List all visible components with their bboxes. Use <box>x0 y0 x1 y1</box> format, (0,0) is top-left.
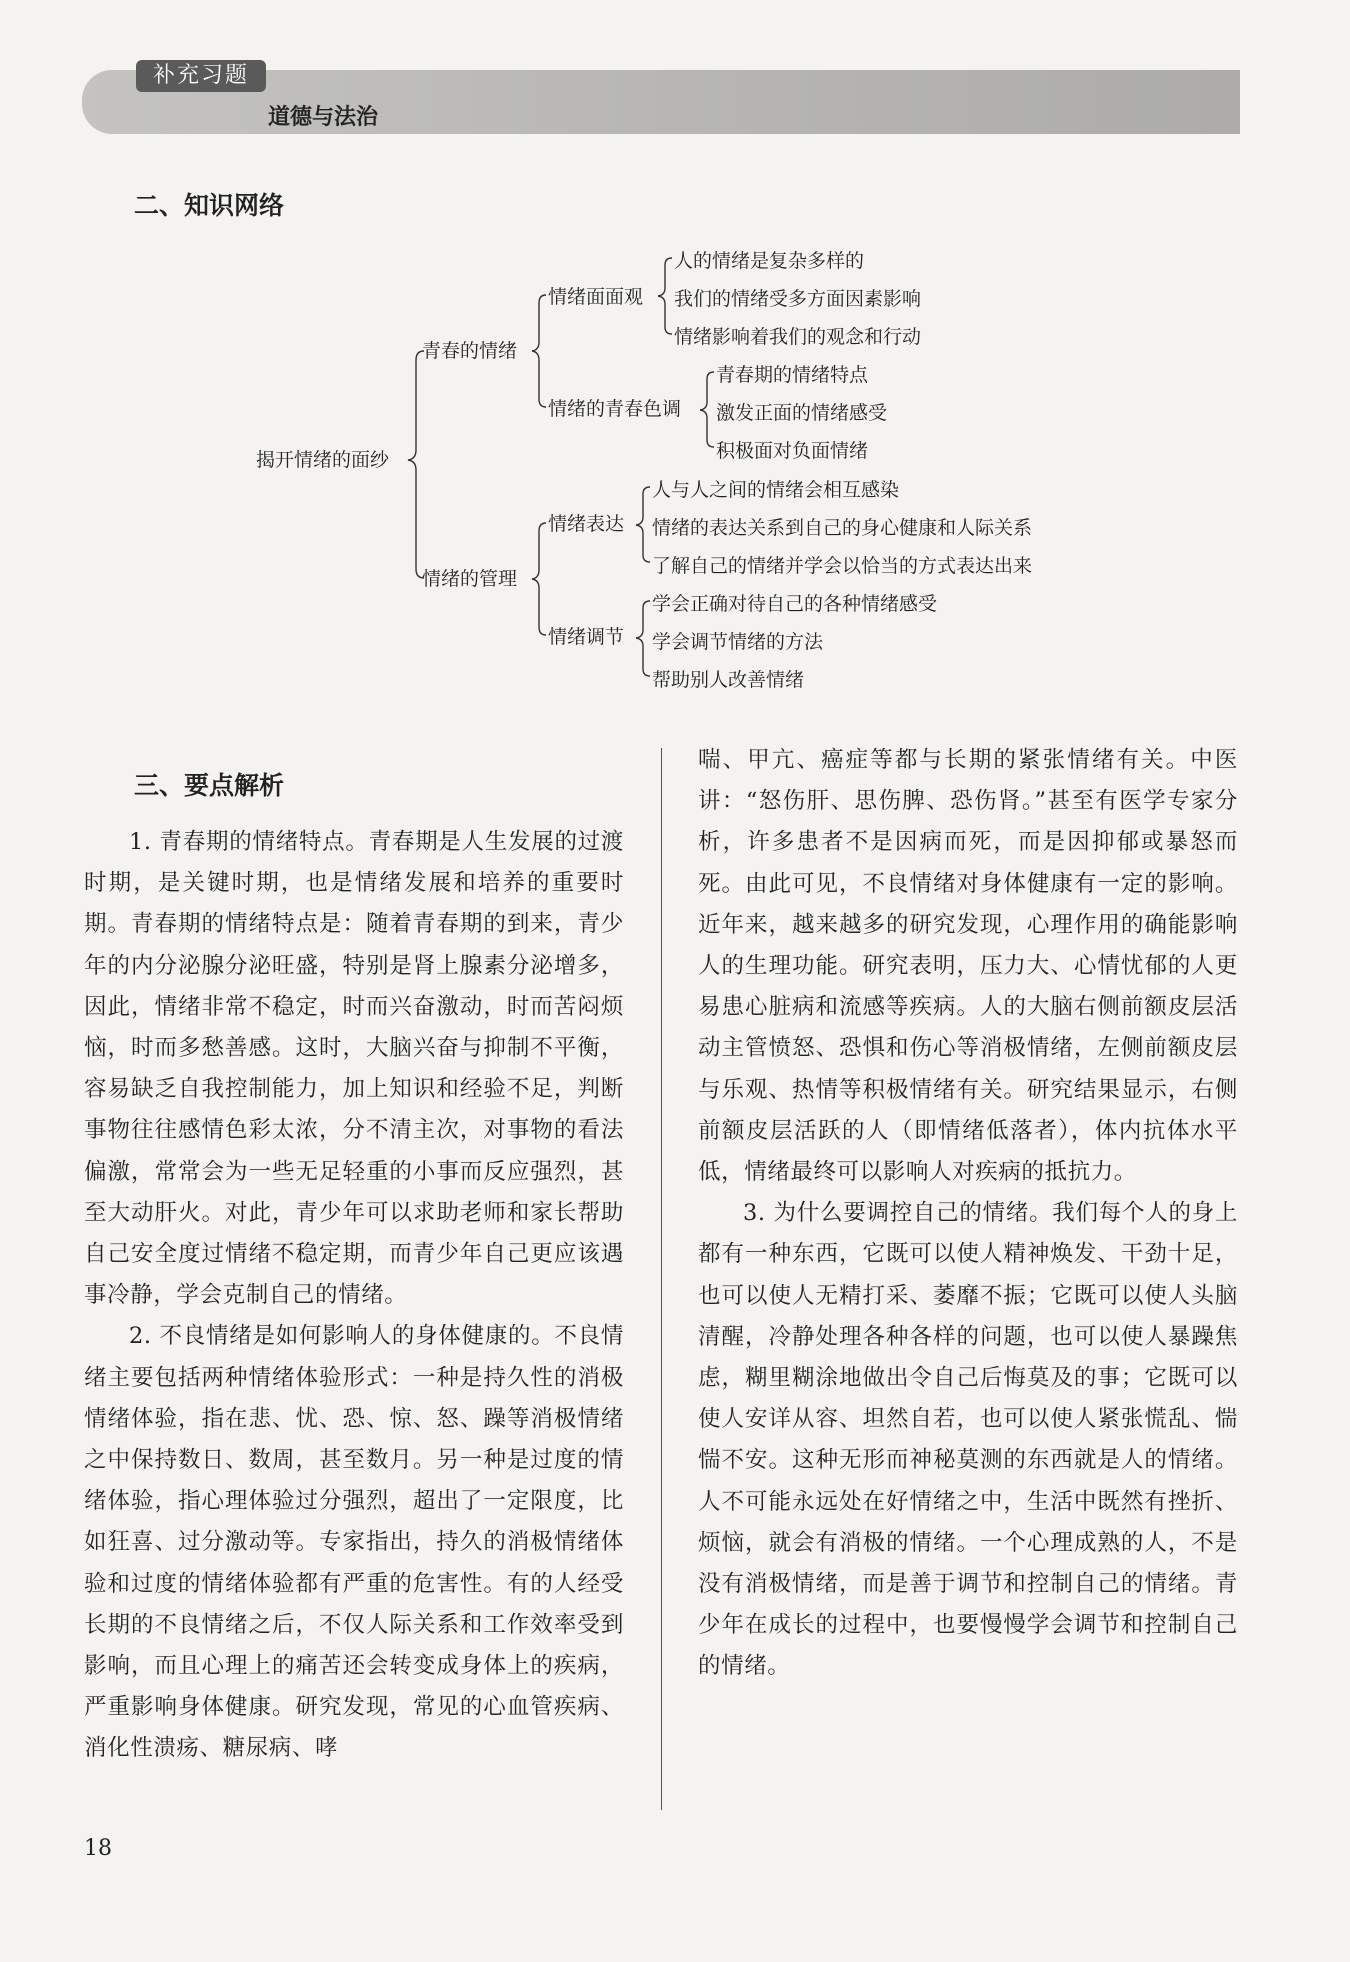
tree-sub-4: 情绪调节 <box>548 626 625 648</box>
column-divider <box>661 748 662 1810</box>
tree-leaf: 帮助别人改善情绪 <box>652 669 805 691</box>
left-column <box>84 822 624 1770</box>
page-number: 18 <box>84 1836 112 1861</box>
tree-leaf: 激发正面的情绪感受 <box>716 402 888 424</box>
tree-root: 揭开情绪的面纱 <box>256 449 390 471</box>
paragraph-2: 2. 不良情绪是如何影响人的身体健康的。不良情绪主要包括两种情绪体验形式：一种是持久性的消极情绪体验，指在悲、忧、恐、惊、怒、躁等消极情绪之中保持数日、数周，甚至数月。另一种是过度的情绪体验，指心理体验过分强烈，超出了一定限度，比如狂喜、过分激动等。专家指出，持久的消极情绪体验和过度的情绪体验都有严重的危害性。有的人经受长期的不良情绪之后，不仅人际关系和工作效率受到影响，而且心理上的痛苦还会转变成身体上的疾病，严重影响身体健康。研究发现，常见的心血管疾病、消化性溃疡、糖尿病、哮 <box>84 1323 624 1762</box>
tree-leaf: 人与人之间的情绪会相互感染 <box>652 479 900 501</box>
tree-leaf: 学会正确对待自己的各种情绪感受 <box>652 593 938 615</box>
tree-sub-3: 情绪表达 <box>548 513 625 535</box>
root-bracket <box>408 351 424 578</box>
leaf-bracket-3 <box>636 487 650 562</box>
section2-title: 二、知识网络 <box>134 191 285 220</box>
tree-leaf: 人的情绪是复杂多样的 <box>674 250 865 272</box>
tree-leaf: 积极面对负面情绪 <box>716 440 869 462</box>
tree-leaf: 我们的情绪受多方面因素影响 <box>674 288 922 310</box>
paragraph-2-continued: 喘、甲亢、癌症等都与长期的紧张情绪有关。中医讲：“怒伤肝、思伤脾、恐伤肾。”甚至有医学专家分析，许多患者不是因病而死，而是因抑郁或暴怒而死。由此可见，不良情绪对身体健康有一定的影响。近年来，越来越多的研究发现，心理作用的确能影响人的生理功能。研究表明，压力大、心情忧郁的人更易患心脏病和流感等疾病。人的大脑右侧前额皮层活动主管愤怒、恐惧和伤心等消极情绪，左侧前额皮层与乐观、热情等积极情绪有关。研究结果显示，右侧前额皮层活跃的人（即情绪低落者），体内抗体水平低，情绪最终可以影响人对疾病的抵抗力。 <box>698 747 1238 1186</box>
leaf-bracket-1 <box>658 258 672 334</box>
paragraph-3: 3. 为什么要调控自己的情绪。我们每个人的身上都有一种东西，它既可以使人精神焕发、干劲十足，也可以使人无精打采、萎靡不振；它既可以使人头脑清醒，冷静处理各种各样的问题，也可以使人暴躁焦虑，糊里糊涂地做出令自己后悔莫及的事；它既可以使人安详从容、坦然自若，也可以使人紧张慌乱、惴惴不安。这种无形而神秘莫测的东西就是人的情绪。人不可能永远处在好情绪之中，生活中既然有挫折、烦恼，就会有消极的情绪。一个心理成熟的人，不是没有消极情绪，而是善于调节和控制自己的情绪。青少年在成长的过程中，也要慢慢学会调节和控制自己的情绪。 <box>698 1200 1238 1680</box>
tree-branch-1: 青春的情绪 <box>422 340 518 362</box>
knowledge-tree <box>0 0 1350 720</box>
tree-leaf: 情绪影响着我们的观念和行动 <box>674 326 922 348</box>
tree-sub-1: 情绪面面观 <box>548 286 644 308</box>
header-tag: 补充习题 <box>136 60 266 92</box>
tree-sub-2: 情绪的青春色调 <box>548 398 682 420</box>
tree-leaf: 了解自己的情绪并学会以恰当的方式表达出来 <box>652 555 1033 577</box>
branch2-bracket <box>532 523 546 635</box>
tree-branch-2: 情绪的管理 <box>422 568 518 590</box>
tree-leaf: 学会调节情绪的方法 <box>652 631 824 653</box>
leaf-bracket-4 <box>636 601 650 676</box>
tree-leaf: 青春期的情绪特点 <box>716 364 869 386</box>
header-subject: 道德与法治 <box>268 105 379 130</box>
section3-title: 三、要点解析 <box>134 771 285 800</box>
paragraph-1: 1. 青春期的情绪特点。青春期是人生发展的过渡时期，是关键时期，也是情绪发展和培养的重要时期。青春期的情绪特点是：随着青春期的到来，青少年的内分泌腺分泌旺盛，特别是肾上腺素分泌增多，因此，情绪非常不稳定，时而兴奋激动，时而苦闷烦恼，时而多愁善感。这时，大脑兴奋与抑制不平衡，容易缺乏自我控制能力，加上知识和经验不足，判断事物往往感情色彩太浓，分不清主次，对事物的看法偏激，常常会为一些无足轻重的小事而反应强烈，甚至大动肝火。对此，青少年可以求助老师和家长帮助自己安全度过情绪不稳定期，而青少年自己更应该遇事冷静，学会克制自己的情绪。 <box>84 829 624 1309</box>
branch1-bracket <box>532 295 546 407</box>
leaf-bracket-2 <box>700 372 714 447</box>
tree-leaf: 情绪的表达关系到自己的身心健康和人际关系 <box>652 517 1033 539</box>
right-column <box>698 740 1238 1688</box>
